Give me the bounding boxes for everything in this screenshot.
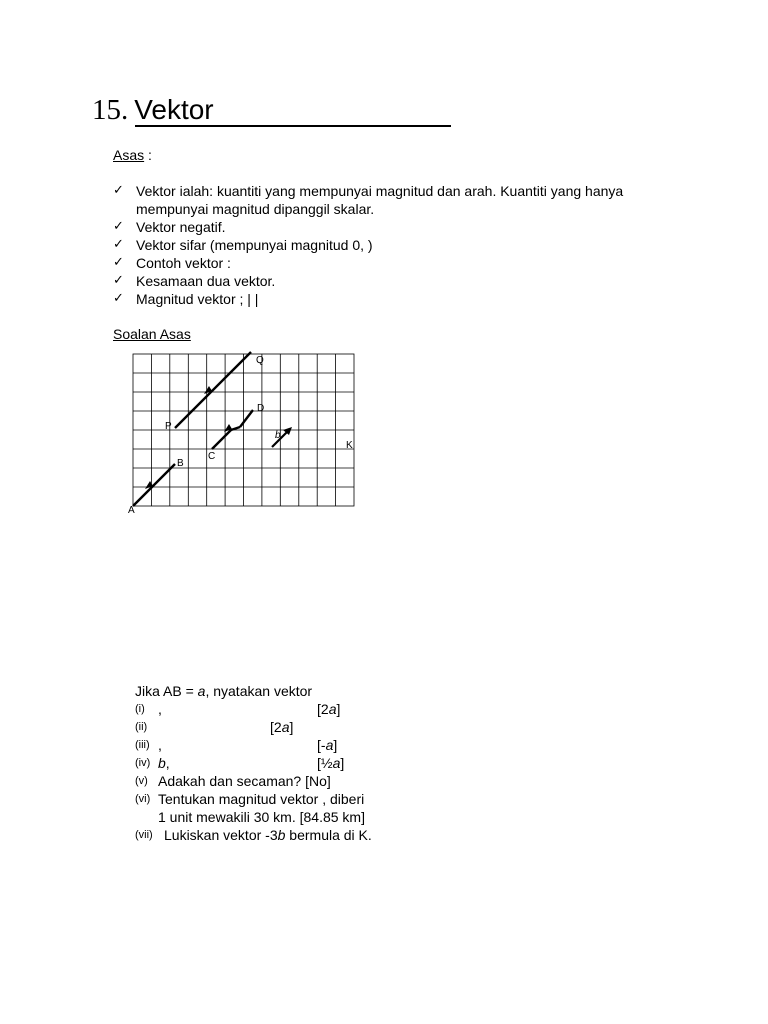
asas-heading [113,146,152,164]
question-answer: [No] [305,773,331,789]
question-text: Lukiskan vektor -3b bermula di K. [164,827,372,843]
asas-colon: : [144,147,152,163]
point-p-label: P [165,421,172,432]
asas-label: Asas [113,147,145,163]
intro-suffix: , nyatakan vektor [205,683,313,699]
chapter-title: Vektor [134,94,214,125]
question-item [135,772,455,790]
checklist-item [113,290,693,308]
check-icon: ✓ [113,219,124,234]
question-number: (iv) [135,757,151,769]
question-intro [135,682,455,700]
intro-var: a [197,683,206,699]
point-c-label: C [208,451,216,462]
question-number: (iii) [135,739,150,751]
question-item [135,826,455,844]
question-text: , [158,701,162,717]
checklist-item [113,254,693,272]
point-q-label: Q [256,355,264,366]
checklist-item [113,182,693,218]
checklist-text: Magnitud vektor ; | | [136,291,259,307]
question-number: (ii) [135,721,148,733]
question-answer: [84.85 km] [299,809,365,825]
title-underline [135,125,451,127]
check-icon: ✓ [113,237,124,252]
point-b-label: B [177,458,184,469]
checklist-text: Vektor negatif. [136,219,226,235]
intro-prefix: Jika AB = [135,683,198,699]
question-number: (vii) [135,829,153,841]
vector-pq [175,352,251,428]
question-text: 1 unit mewakili 30 km. [84.85 km] [158,809,365,825]
chapter-number: 15. [92,94,129,126]
question-list [135,682,455,844]
checklist-item [113,272,693,290]
vector-b-label: b [275,430,281,441]
question-text: b, [158,755,170,771]
checklist-text: Kesamaan dua vektor. [136,273,276,289]
question-item [135,790,455,808]
question-item-continued [135,808,455,826]
soalan-asas-heading: Soalan Asas [113,326,191,342]
question-number: (i) [135,703,145,715]
point-d-label: D [257,403,265,414]
question-answer: [2a] [317,701,341,717]
question-number: (v) [135,775,148,787]
vector-ab [133,464,175,506]
question-item [135,736,455,754]
vector-cd [212,410,253,449]
checklist-text: Vektor ialah: kuantiti yang mempunyai magnitud dan arah. Kuantiti yang hanya mempunyai magnitud dipanggil skalar. [136,183,624,217]
question-item [135,754,455,772]
question-text: Tentukan magnitud vektor , diberi [158,791,365,807]
checklist-text: Vektor sifar (mempunyai magnitud 0, ) [136,237,373,253]
point-a-label: A [128,505,135,516]
question-answer: [-a] [317,737,338,753]
check-icon: ✓ [113,291,124,306]
checklist-item [113,236,693,254]
question-item [135,700,455,718]
question-text: , [158,737,162,753]
question-item [135,718,455,736]
vector-grid-svg [120,345,370,520]
page-title [92,92,214,128]
question-answer: [2a] [270,719,294,735]
checklist-item [113,218,693,236]
question-answer: [½a] [317,755,345,771]
question-text: Adakah dan secaman? [No] [158,773,331,789]
vector-grid-diagram [120,345,370,520]
check-icon: ✓ [113,255,124,270]
question-number: (vi) [135,793,151,805]
checklist-text: Contoh vektor : [136,255,231,271]
check-icon: ✓ [113,273,124,288]
point-k-label: K [346,440,353,451]
concept-checklist [113,182,693,308]
check-icon: ✓ [113,183,124,198]
